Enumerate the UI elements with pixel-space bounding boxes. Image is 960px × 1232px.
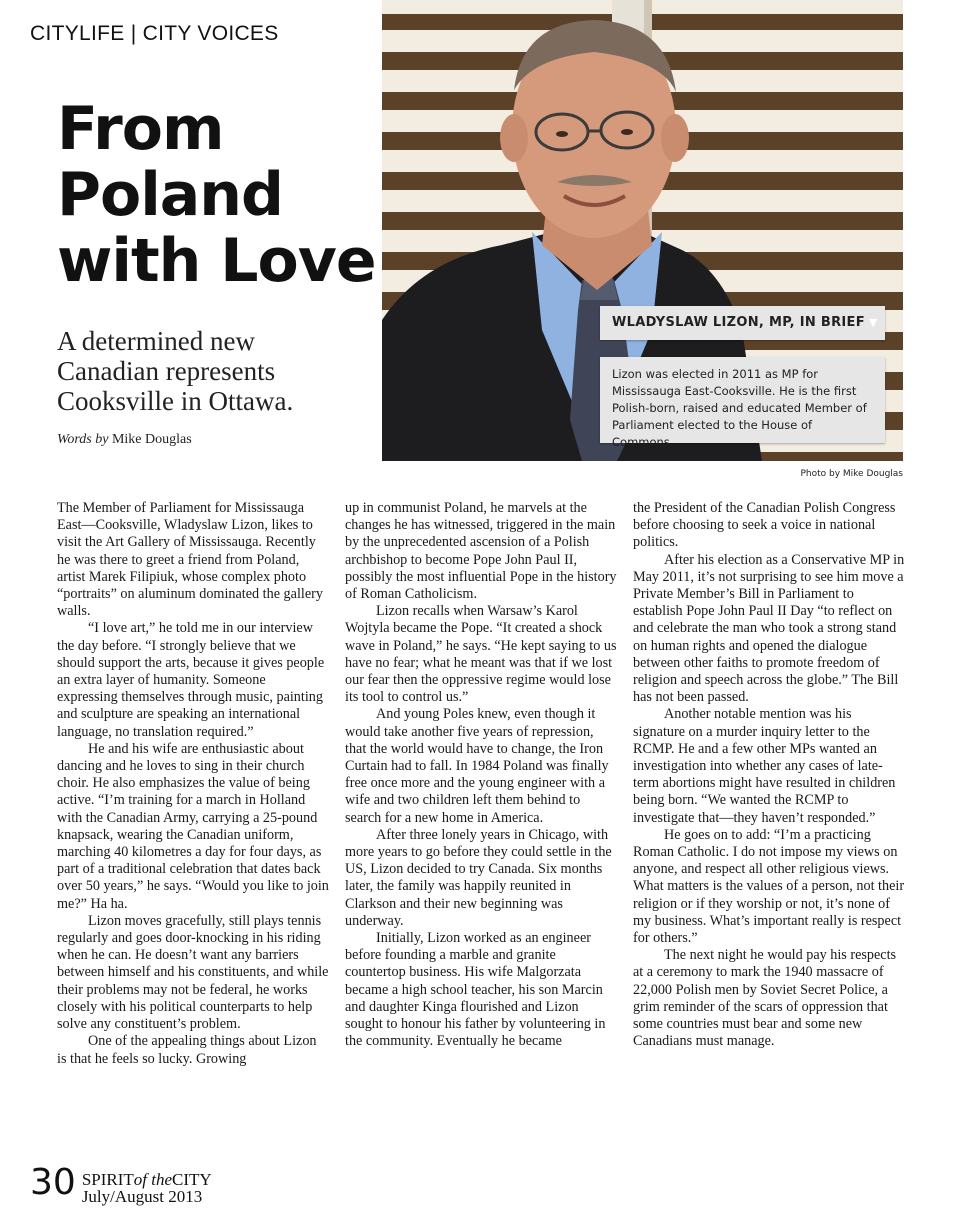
byline (57, 432, 192, 448)
photo-credit: Photo by Mike Douglas (800, 469, 903, 479)
paragraph: The Member of Parliament for Mississauga East—Cooksville, Wladyslaw Lizon, likes to visit the Art Gallery of Mississauga. Recently he was there to greet a friend from Poland, artist Marek Filipiuk, whose complex photo “portraits” on aluminum dominated the gallery walls. (57, 500, 323, 620)
paragraph: Lizon recalls when Warsaw’s Karol Wojtyla became the Pope. “It created a shock wave in Poland,” he says. “He kept saying to us have no fear; what he meant was that if we lost our fear then the oppressive regime would lose its tool to control us.” (345, 603, 617, 706)
sidebar-body: Lizon was elected in 2011 as MP for Mississauga East-Cooksville. He is the first Polish-born, raised and educated Member of Parliament elected to the House of Commons. (600, 357, 885, 443)
paragraph: He goes on to add: “I’m a practicing Roman Catholic. I do not impose my views on anyone, and respect all other religious views. What matters is the values of a person, not their religion or if they worship or not, it’s none of my business. What’s important really is respect for others.” (633, 826, 905, 947)
magazine-name (82, 1163, 212, 1205)
paragraph: And young Poles knew, even though it would take another five years of repression, that the world would have to change, the Iron Curtain had to fall. In 1984 Poland was finally free once more and the young engineer with a wife and two children left them behind to search for a new home in America. (345, 706, 609, 826)
paragraph: up in communist Poland, he marvels at the changes he has witnessed, triggered in the main by the unprecedented ascension of a Polish archbishop to become Pope John Paul II, possibly the most influential Pope in the history of Roman Catholicism. (345, 500, 617, 603)
paragraph: One of the appealing things about Lizon is that he feels so lucky. Growing (57, 1033, 317, 1067)
page-number: 30 (30, 1162, 76, 1203)
sidebar-title-text: WLADYSLAW LIZON, MP, IN BRIEF (612, 315, 865, 330)
headline-line: with Love (57, 226, 376, 296)
dek: A determined new Canadian represents Cooksville in Ottawa. (57, 326, 294, 416)
magazine-title-b: of the (133, 1170, 173, 1189)
issue-date: July/August 2013 (81, 1187, 203, 1206)
paragraph: After three lonely years in Chicago, with more years to go before they could settle in the US, Lizon decided to try Canada. Six months later, the family was happily reunited in Clarkson and their new beginning was underway. (345, 826, 612, 929)
paragraph: Initially, Lizon worked as an engineer before founding a marble and granite countertop business. His wife Malgorzata became a high school teacher, his son Marcin and daughter Kinga flourished and Lizon sought to honour his father by volunteering in the community. Eventually he became (345, 930, 606, 1050)
magazine-title-a: SPIRIT (81, 1170, 134, 1189)
headline-line: From (57, 94, 224, 164)
triangle-down-icon: ▼ (868, 316, 878, 329)
page-footer (30, 1163, 212, 1205)
paragraph: the President of the Canadian Polish Congress before choosing to seek a voice in national politics. (633, 500, 896, 551)
article-column-3 (633, 500, 905, 1051)
paragraph: After his election as a Conservative MP in May 2011, it’s not surprising to see him move a Private Member’s Bill in Parliament to establish Pope John Paul II Day “to reflect on and celebrate the man who took a strong stand on human rights and opened the dialogue between other faiths to promote freedom of religion and speech across the globe.” The Bill has not been passed. (633, 551, 905, 706)
article-column-2 (345, 500, 617, 1051)
sidebar-title (600, 306, 885, 340)
paragraph: The next night he would pay his respects at a ceremony to mark the 1940 massacre of 22,000 Polish men by Soviet Secret Police, a grim reminder of the scars of oppression that some countries must bear and some new Canadians must manage. (633, 947, 897, 1050)
magazine-title-c: CITY (172, 1170, 212, 1189)
paragraph: “I love art,” he told me in our interview the day before. “I strongly believe that we should support the arts, because it gives people an extra layer of humanity. Someone expressing themselves through music, painting and sculpture are speaking an international language, no translation required.” (57, 620, 325, 740)
byline-author: Mike Douglas (111, 432, 192, 447)
byline-prefix: Words by (57, 432, 109, 447)
headline (57, 96, 377, 294)
section-label: CITYLIFE | CITY VOICES (30, 22, 279, 45)
article-column-1 (57, 500, 329, 1068)
paragraph: He and his wife are enthusiastic about dancing and he loves to sing in their church choir. He also emphasizes the value of being active. “I’m training for a march in Holland with the Canadian Army, carrying a 25-pound knapsack, wearing the Canadian uniform, marching 40 kilometres a day for four days, as part of a traditional celebration that dates back over 50 years,” he says. “Would you like to join me?” Ha ha. (57, 740, 329, 912)
paragraph: Another notable mention was his signature on a murder inquiry letter to the RCMP. He and a few other MPs wanted an investigation into whether any cases of late-term abortions might have resulted in children being born. “We wanted the RCMP to investigate that—they haven’t responded.” (633, 706, 896, 826)
paragraph: Lizon moves gracefully, still plays tennis regularly and goes door-knocking in his riding when he can. He doesn’t want any barriers between himself and his constituents, and while their problems may not be federal, he works closely with his political counterparts to help solve any constituent’s problem. (57, 912, 329, 1033)
headline-line: Poland (57, 160, 283, 230)
